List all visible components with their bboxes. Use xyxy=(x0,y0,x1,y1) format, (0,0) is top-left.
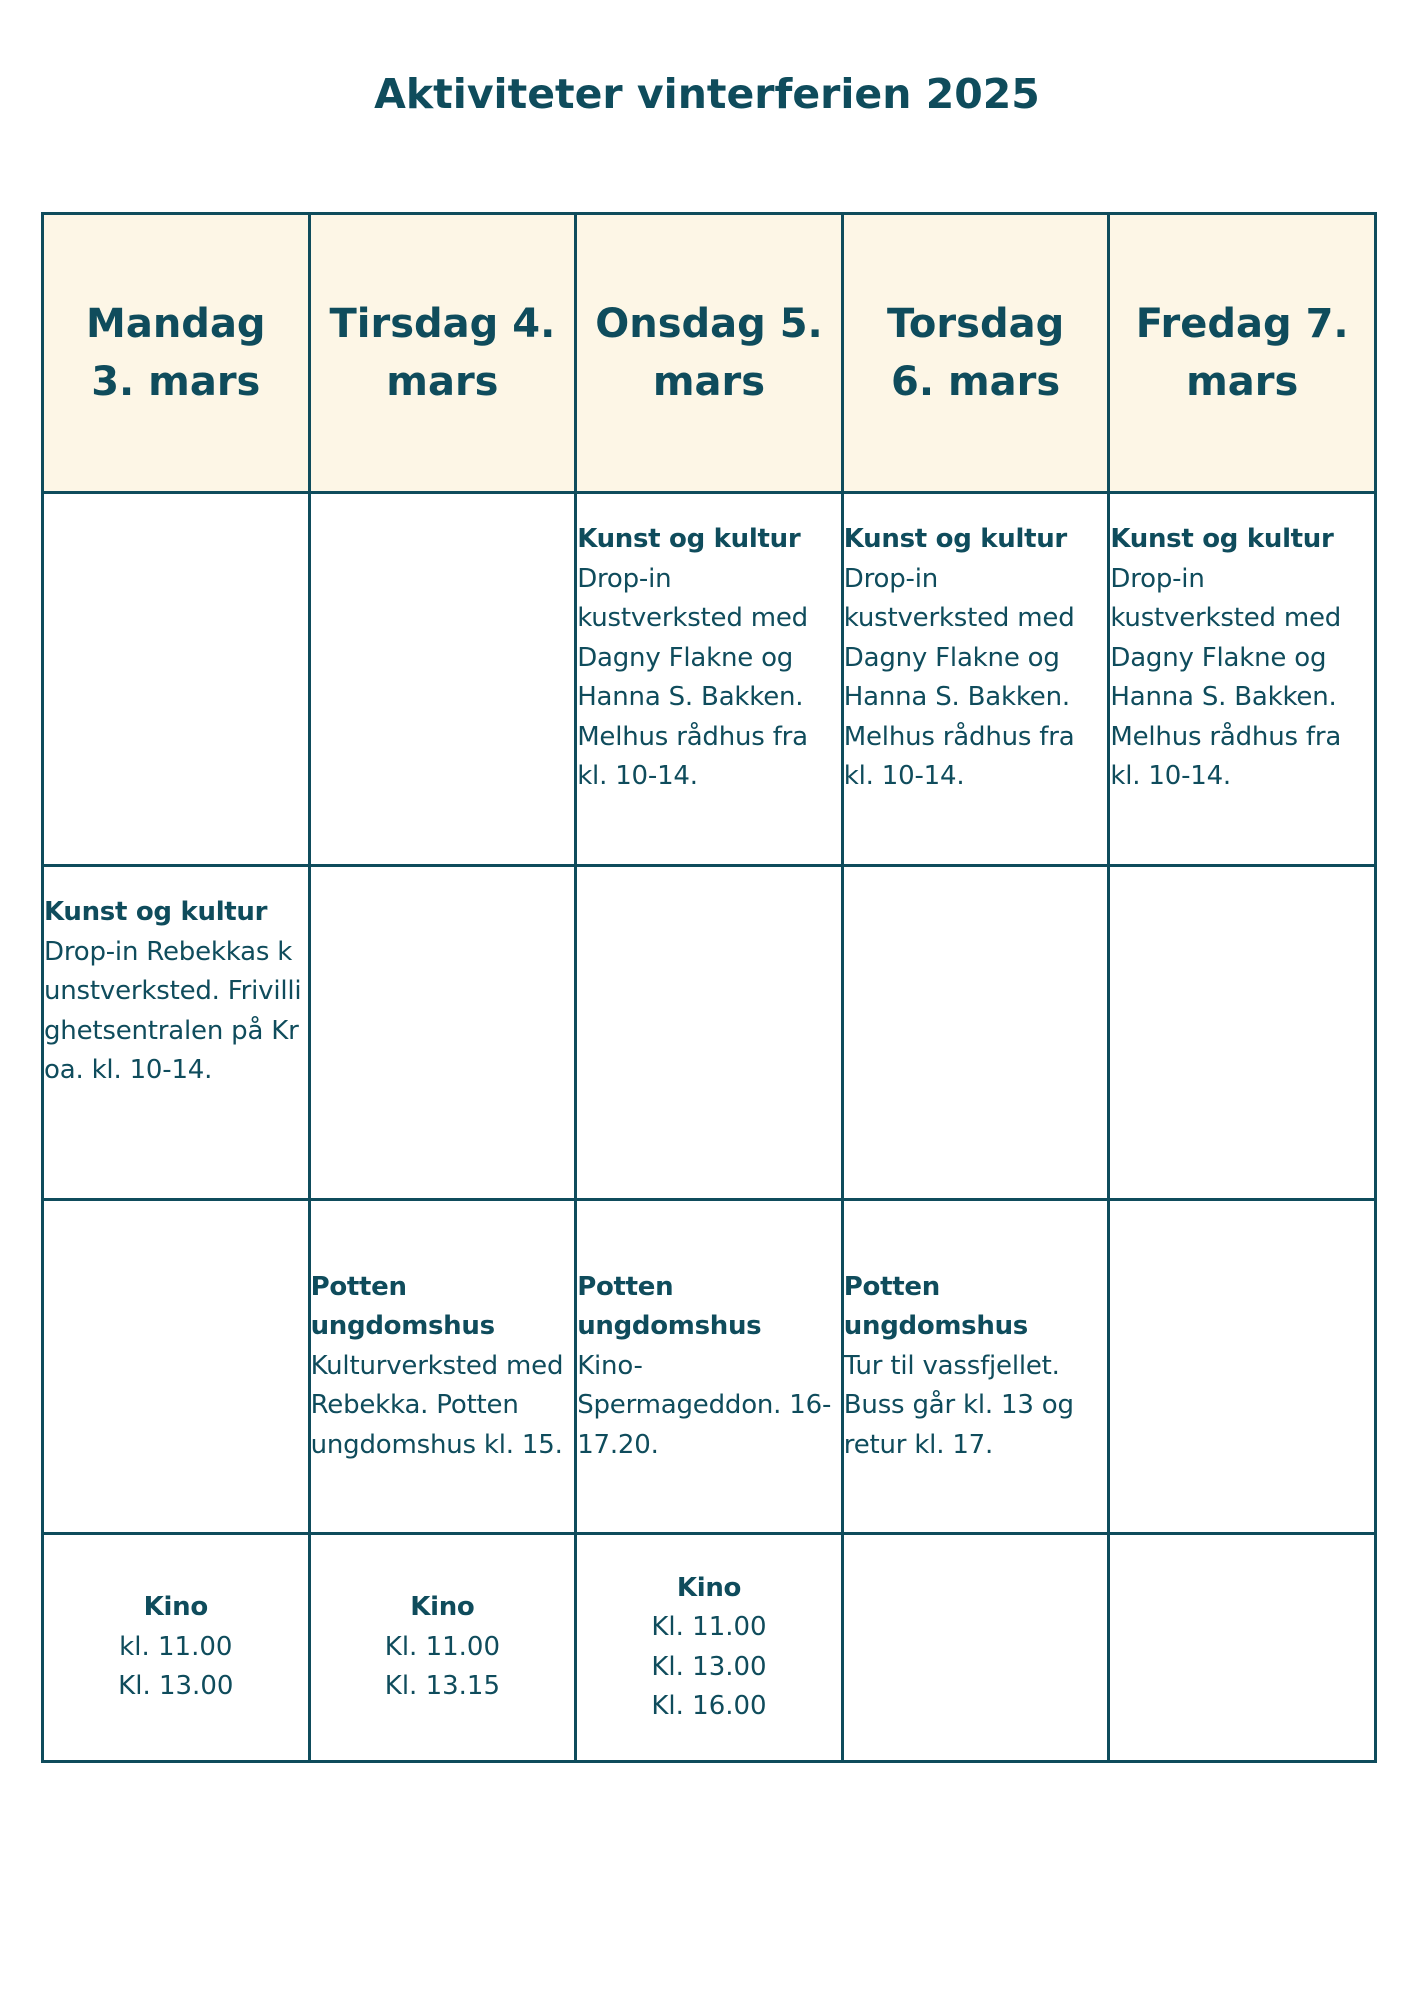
schedule-row-4 xyxy=(43,1534,1376,1762)
activity-title: Potten ungdomshus xyxy=(310,1271,495,1342)
activity-description: Drop-in Rebekkas kunstverksted. Frivillighetsentralen på Kroa. kl. 10-14. xyxy=(44,936,302,1085)
schedule-row-1 xyxy=(43,493,1376,866)
activity-title: Kunst og kultur xyxy=(1110,524,1334,554)
activity-title: Kunst og kultur xyxy=(577,524,801,554)
activity-description: Drop-in kustverksted med Dagny Flakne og Hanna S. Bakken. Melhus rådhus fra kl. 10-14. xyxy=(1110,563,1342,791)
showtime: Kl. 11.00 xyxy=(384,1631,501,1662)
day-header-thursday: Torsdag 6. mars xyxy=(842,214,1109,493)
header-row xyxy=(43,214,1376,493)
empty-cell xyxy=(43,1200,310,1534)
activity-title: Potten ungdomshus xyxy=(843,1271,1028,1342)
activity-cell-wednesday xyxy=(576,1534,843,1762)
empty-cell xyxy=(842,866,1109,1200)
activity-cell-tuesday xyxy=(309,1200,576,1534)
activity-description: Drop-in kustverksted med Dagny Flakne og Hanna S. Bakken. Melhus rådhus fra kl. 10-14. xyxy=(577,563,808,791)
activity-cell-thursday xyxy=(842,493,1109,866)
empty-cell xyxy=(309,866,576,1200)
activity-description: Kulturverksted med Rebekka. Potten ungdomshus kl. 15. xyxy=(310,1350,564,1460)
activity-cell-monday xyxy=(43,866,310,1200)
activity-cell-monday xyxy=(43,1534,310,1762)
activity-title: Kino xyxy=(143,1592,208,1623)
activity-title: Kunst og kultur xyxy=(843,524,1067,554)
activity-description: Tur til vassfjellet. Buss går kl. 13 og retur kl. 17. xyxy=(843,1350,1074,1460)
day-header-wednesday: Onsdag 5. mars xyxy=(576,214,843,493)
page-title: Aktiviteter vinterferien 2025 xyxy=(374,70,1040,118)
showtime: kl. 11.00 xyxy=(119,1631,233,1662)
empty-cell xyxy=(1109,866,1376,1200)
activity-title: Kunst og kultur xyxy=(44,897,268,927)
activity-title: Potten ungdomshus xyxy=(577,1271,762,1342)
schedule-row-3 xyxy=(43,1200,1376,1534)
day-header-monday: Mandag 3. mars xyxy=(43,214,310,493)
day-header-friday: Fredag 7. mars xyxy=(1109,214,1376,493)
activity-title: Kino xyxy=(410,1592,475,1623)
activity-cell-thursday xyxy=(842,1200,1109,1534)
day-header-tuesday: Tirsdag 4. mars xyxy=(309,214,576,493)
empty-cell xyxy=(1109,1200,1376,1534)
showtime: Kl. 16.00 xyxy=(651,1691,767,1721)
showtime: Kl. 13.00 xyxy=(651,1651,767,1682)
activity-description: Drop-in kustverksted med Dagny Flakne og Hanna S. Bakken. Melhus rådhus fra kl. 10-14. xyxy=(843,563,1075,791)
showtime: Kl. 13.15 xyxy=(384,1671,501,1702)
activity-cell-tuesday xyxy=(309,1534,576,1762)
activity-cell-wednesday xyxy=(576,1200,843,1534)
empty-cell xyxy=(842,1534,1109,1762)
empty-cell xyxy=(576,866,843,1200)
showtime: Kl. 13.00 xyxy=(118,1671,234,1702)
activity-cell-friday xyxy=(1109,493,1376,866)
empty-cell xyxy=(309,493,576,866)
activity-schedule-table xyxy=(41,212,1377,1763)
activity-cell-wednesday xyxy=(576,493,843,866)
activity-description: Kino-Spermageddon. 16-17.20. xyxy=(577,1350,832,1460)
empty-cell xyxy=(43,493,310,866)
empty-cell xyxy=(1109,1534,1376,1762)
activity-title: Kino xyxy=(676,1572,742,1603)
showtime: Kl. 11.00 xyxy=(651,1612,767,1642)
schedule-row-2 xyxy=(43,866,1376,1200)
